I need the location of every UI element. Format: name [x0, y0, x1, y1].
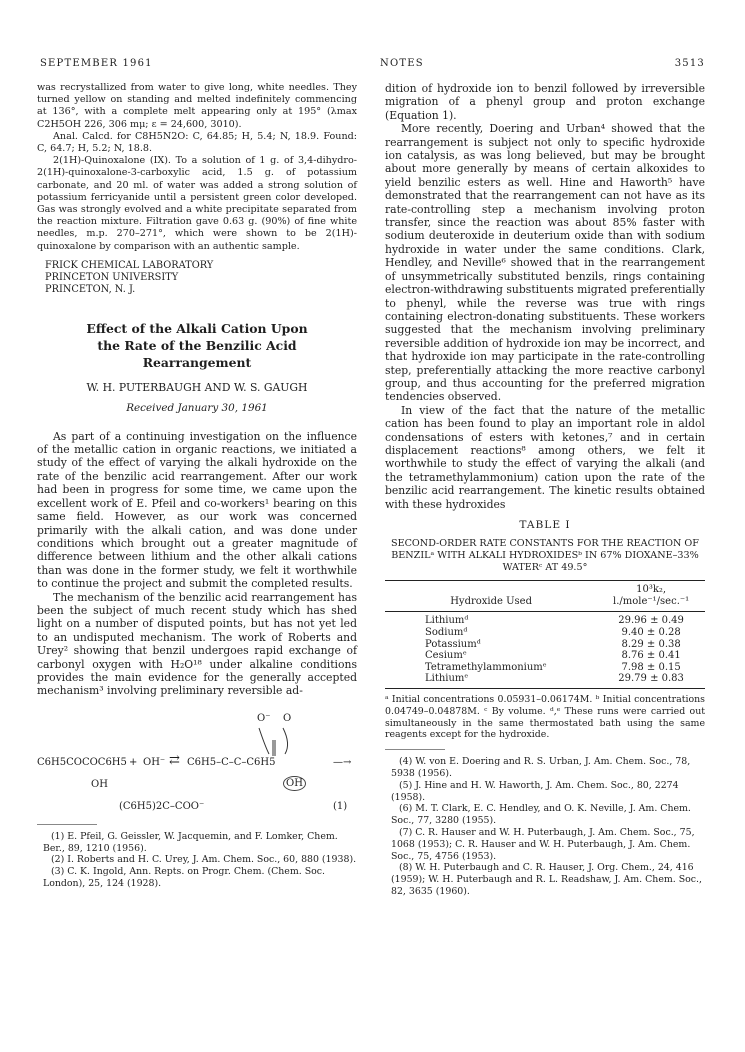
footnote-rule — [385, 749, 445, 750]
table-label: TABLE I — [519, 519, 571, 531]
column-header-line: l./mole⁻¹/sec.⁻¹ — [613, 596, 690, 608]
equation-product: (C6H5)2C–COO⁻ — [119, 800, 205, 812]
affiliation-line: PRINCETON, N. J. — [45, 283, 136, 295]
equation-plus: + — [129, 756, 138, 768]
authors: W. H. PUTERBAUGH AND W. S. GAUGH — [86, 380, 308, 394]
running-header — [40, 58, 705, 74]
table-row — [385, 627, 705, 639]
references-left — [37, 831, 357, 890]
hydroxide-name: Cesiumᵉ — [425, 650, 467, 662]
reaction-arrow: —→ — [333, 756, 352, 768]
hydroxide-name: Tetramethylammoniumᵉ — [425, 661, 547, 673]
curved-arrows-icon — [249, 724, 309, 784]
title-line: the Rate of the Benzilic Acid — [97, 337, 297, 353]
equation-reactant: C6H5COCOC6H5 — [37, 756, 127, 768]
right-column — [385, 82, 705, 898]
footnote-rule — [37, 824, 97, 825]
table-caption: SECOND-ORDER RATE CONSTANTS FOR THE REACTION OF BENZILᵃ WITH ALKALI HYDROXIDESᵇ IN 67% DIOXANE–33% WATERᶜ AT 49.5° — [391, 538, 699, 574]
received-date: Received January 30, 1961 — [126, 402, 268, 415]
table-row — [385, 612, 705, 627]
body-paragraph: As part of a continuing investigation on the influence of the metallic cation in organic reactions, we initiated a study of the effect of varying the alkali hydroxide on the rate of the benzilic acid rearrangement. After our work had been in progress for some time, we came upon the excellent work of E. Pfeil and co-workers¹ bearing on this same field. However, as our work was concerned primarily with the alkali cation, and was done under conditions which brought out a greater magnitude of difference between lithium and the other alkali cations than was done in the former study, we felt it worthwhile to continue the project and submit the completed results. — [37, 429, 357, 591]
reference-item: (3) C. K. Ingold, Ann. Repts. on Progr. Chem. (Chem. Soc. London), 25, 124 (1928). — [43, 866, 326, 889]
table-row — [385, 650, 705, 662]
reference-item: (8) W. H. Puterbaugh and C. R. Hauser, J. Org. Chem., 24, 416 (1959); W. H. Puterbaugh and R. L. Readshaw, J. Am. Chem. Soc., 82, 3635 (1960). — [391, 862, 703, 897]
rate-value: 9.40 ± 0.28 — [621, 627, 681, 638]
prev-article-quinoxalone: 2(1H)-Quinoxalone (IX). To a solution of 1 g. of 3,4-dihydro-2(1H)-quinoxalone-3-carboxylic acid, 1.5 g. of potassium carbonate, and 20 ml. of water was added a strong solution of potassium ferricyanide until a persistent green color developed. Gas was strongly evolved and a white precipitate separated from the reaction mixture. Filtration gave 0.63 g. (90%) of fine white needles, m.p. 270–271°, which were shown to be 2(1H)-quinoxalone by comparison with an authentic sample. — [37, 155, 357, 252]
reference-item: (7) C. R. Hauser and W. H. Puterbaugh, J. Am. Chem. Soc., 75, 1068 (1953); C. R. Hauser and W. H. Puterbaugh, J. Am. Chem. Soc., 75, 4756 (1953). — [391, 826, 695, 862]
table-footnote: ᵃ Initial concentrations 0.05931–0.06174M. ᵇ Initial concentrations 0.04749–0.04878M. ᶜ By volume. ᵈ,ᵉ These runs were carried out simultaneously in the same thermostated bath using the same reagents except for the hydroxide. — [385, 693, 705, 741]
hydroxyl-below: OH — [91, 778, 108, 790]
table-header-row — [385, 581, 705, 612]
prev-article-text: was recrystallized from water to give long, white needles. They turned yellow on standing and melted indefinitely commencing at 136°, with a complete melt appearing only at 195° (λmax C2H5OH 226, 306 mμ; ε = 24,600, 3010). — [37, 82, 357, 130]
column-header — [597, 581, 705, 612]
equation-intermediate: C6H5–C–C–C6H5 — [187, 756, 276, 768]
hydroxide-name: Sodiumᵈ — [425, 627, 468, 638]
equation-hydroxide: OH⁻ — [143, 756, 166, 768]
header-date: SEPTEMBER 1961 — [40, 58, 153, 69]
rate-value: 29.96 ± 0.49 — [618, 615, 684, 627]
header-section: NOTES — [380, 58, 424, 69]
title-line: Effect of the Alkali Cation Upon — [86, 320, 308, 336]
hydroxide-name: Lithiumᵉ — [425, 673, 469, 685]
body-paragraph: More recently, Doering and Urban⁴ showed that the rearrangement is subject not only to specific hydroxide ion catalysis, as was long believed, but may be brought about more generally by means of certain alkoxides to yield benzilic esters as well. Hine and Haworth⁵ have demonstrated that the rearrangement can not have as its rate-controlling step a mechanism involving proton transfer, since the reaction was about 85% faster with sodium deuteroxide in deuterium oxide than with sodium hydroxide in water under the same conditions. Clark, Hendley, and Neville⁶ showed that in the rearrangement of unsymmetrically substituted benzils, rings containing electron-withdrawing substituents migrated preferentially to phenyl, while the reverse was true with rings containing electron-donating substituents. These workers suggested that the mechanism involving preliminary reversible addition of hydroxide ion may be incorrect, and that hydroxide ion may participate in the rate-controlling step, preferentially attacking the more reactive carbonyl group, and thus accounting for the preferred migration tendencies observed. — [385, 122, 705, 404]
hydroxide-name: Lithiumᵈ — [425, 615, 469, 627]
hydroxyl-label: OH — [283, 776, 306, 791]
rate-value: 7.98 ± 0.15 — [621, 661, 681, 673]
title-line: Rearrangement — [142, 354, 252, 370]
reaction-equation — [37, 706, 357, 816]
column-header: Hydroxide Used — [450, 596, 532, 608]
table-row — [385, 662, 705, 674]
rate-constants-table — [385, 519, 705, 741]
affiliation-line: PRINCETON UNIVERSITY — [45, 271, 179, 283]
body-paragraph: In view of the fact that the nature of the metallic cation has been found to play an important role in aldol condensations of esters with ketones,⁷ and in certain displacement reactions⁸ among others, we felt it worthwhile to study the effect of varying the alkali (and the tetramethylammonium) cation upon the rate of the benzilic acid rearrangement. The kinetic results obtained with these hydroxides — [385, 403, 705, 511]
rate-value: 8.29 ± 0.38 — [621, 638, 681, 650]
equilibrium-arrow: ⇄ — [169, 752, 180, 768]
hydroxide-name: Potassiumᵈ — [425, 638, 481, 650]
body-paragraph: The mechanism of the benzilic acid rearrangement has been the subject of much recent study which has shed light on a number of disputed points, but has not yet led to an undisputed mechanism. The work of Roberts and Urey² showing that benzil undergoes rapid exchange of carbonyl oxygen with H₂O¹⁸ under alkaline conditions provides the main evidence for the generally accepted mechanism³ involving preliminary reversible ad- — [37, 590, 357, 698]
rate-value: 29.79 ± 0.83 — [618, 673, 684, 685]
reference-item: (6) M. T. Clark, E. C. Hendley, and O. K. Neville, J. Am. Chem. Soc., 77, 3280 (1955). — [391, 803, 691, 827]
body-paragraph: dition of hydroxide ion to benzil followed by irreversible migration of a phenyl group and proton exchange (Equation 1). — [385, 82, 705, 122]
left-column — [37, 82, 357, 890]
table-row — [385, 639, 705, 651]
page-number: 3513 — [674, 58, 705, 69]
oxygen-label: O — [283, 712, 292, 724]
column-header-line: 10³k₂, — [636, 584, 667, 596]
affiliation — [37, 260, 357, 296]
table-row — [385, 673, 705, 688]
reference-item: (2) I. Roberts and H. C. Urey, J. Am. Chem. Soc., 60, 880 (1938). — [51, 854, 357, 866]
equation-number: (1) — [333, 800, 348, 812]
data-table — [385, 580, 705, 689]
prev-article-analysis: Anal. Calcd. for C8H5N2O: C, 64.85; H, 5.4; N, 18.9. Found: C, 64.7; H, 5.2; N, 18.8. — [37, 130, 357, 155]
article-title — [37, 320, 357, 371]
oxide-label: O⁻ — [257, 712, 271, 724]
reference-item: (4) W. von E. Doering and R. S. Urban, J. Am. Chem. Soc., 78, 5938 (1956). — [391, 756, 691, 779]
affiliation-line: FRICK CHEMICAL LABORATORY — [45, 259, 214, 271]
references-right — [385, 756, 705, 898]
reference-item: (5) J. Hine and H. W. Haworth, J. Am. Chem. Soc., 80, 2274 (1958). — [391, 779, 679, 803]
rate-value: 8.76 ± 0.41 — [621, 650, 681, 662]
reference-item: (1) E. Pfeil, G. Geissler, W. Jacquemin, and F. Lomker, Chem. Ber., 89, 1210 (1956). — [43, 830, 338, 854]
